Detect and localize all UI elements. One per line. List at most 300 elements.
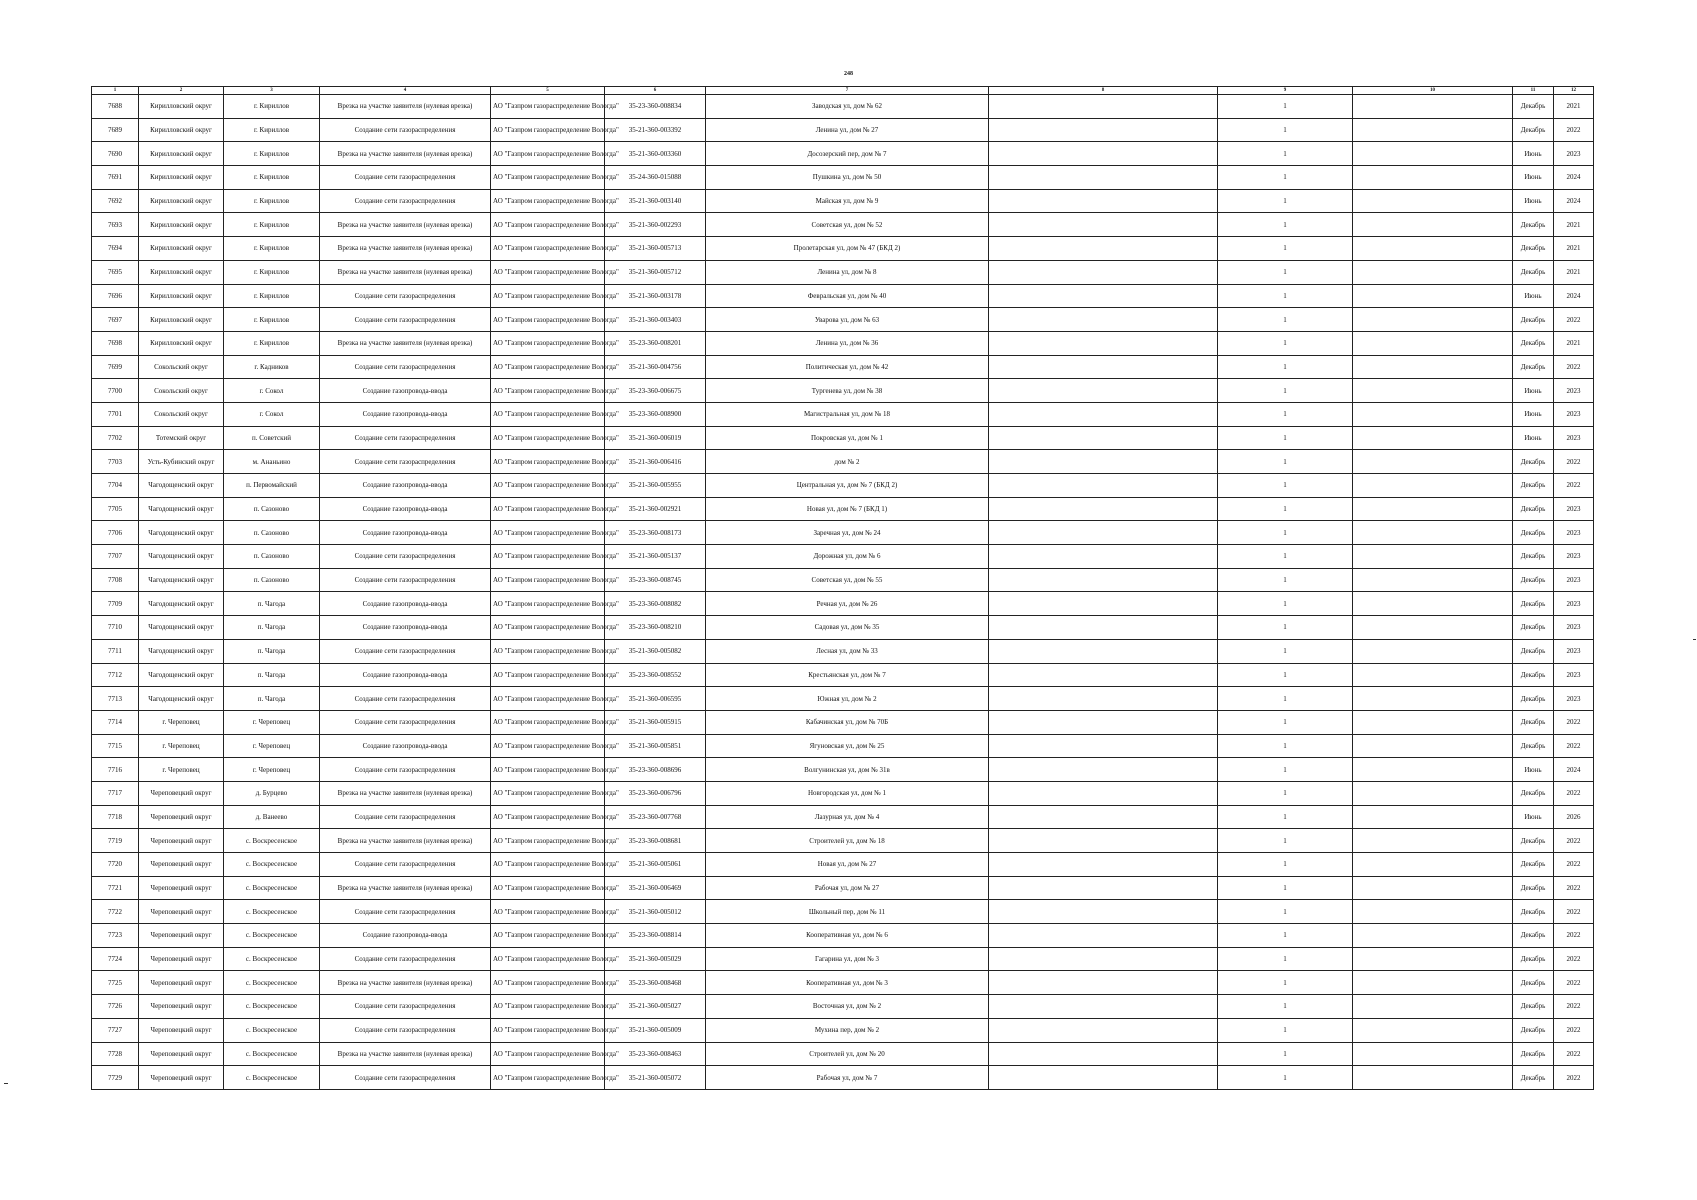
column-8-cell <box>989 260 1218 284</box>
address-cell: Речная ул, дом № 26 <box>706 592 989 616</box>
district-cell: г. Череповец <box>139 734 224 758</box>
column-header: 11 <box>1513 87 1554 95</box>
year-cell: 2024 <box>1554 189 1594 213</box>
district-cell: Череповецкий округ <box>139 1042 224 1066</box>
table-row <box>92 474 1594 498</box>
quantity-cell: 1 <box>1218 616 1353 640</box>
year-cell: 2022 <box>1554 308 1594 332</box>
column-8-cell <box>989 237 1218 261</box>
column-8-cell <box>989 876 1218 900</box>
object-code-cell: 35-21-360-005712 <box>605 260 706 284</box>
column-8-cell <box>989 474 1218 498</box>
object-code-cell: 35-21-360-005955 <box>605 474 706 498</box>
organization-cell: АО "Газпром газораспределение Вологда" <box>491 663 605 687</box>
year-cell: 2022 <box>1554 734 1594 758</box>
organization-cell: АО "Газпром газораспределение Вологда" <box>491 616 605 640</box>
table-row <box>92 663 1594 687</box>
row-number-cell: 7705 <box>92 497 139 521</box>
district-cell: Кирилловский округ <box>139 213 224 237</box>
object-code-cell: 35-23-360-008463 <box>605 1042 706 1066</box>
year-cell: 2022 <box>1554 924 1594 948</box>
column-8-cell <box>989 308 1218 332</box>
organization-cell: АО "Газпром газораспределение Вологда" <box>491 924 605 948</box>
locality-cell: п. Сазоново <box>224 568 320 592</box>
locality-cell: г. Кириллов <box>224 308 320 332</box>
year-cell: 2026 <box>1554 805 1594 829</box>
month-cell: Декабрь <box>1513 829 1554 853</box>
column-header: 6 <box>605 87 706 95</box>
year-cell: 2023 <box>1554 639 1594 663</box>
column-8-cell <box>989 995 1218 1019</box>
month-cell: Декабрь <box>1513 876 1554 900</box>
row-number-cell: 7689 <box>92 118 139 142</box>
address-cell: Ленина ул, дом № 8 <box>706 260 989 284</box>
column-8-cell <box>989 900 1218 924</box>
month-cell: Декабрь <box>1513 947 1554 971</box>
quantity-cell: 1 <box>1218 545 1353 569</box>
month-cell: Декабрь <box>1513 1042 1554 1066</box>
organization-cell: АО "Газпром газораспределение Вологда" <box>491 639 605 663</box>
column-8-cell <box>989 450 1218 474</box>
row-number-cell: 7701 <box>92 402 139 426</box>
work-type-cell: Создание газопровода-ввода <box>320 497 491 521</box>
locality-cell: г. Череповец <box>224 734 320 758</box>
locality-cell: с. Воскресенское <box>224 900 320 924</box>
address-cell: Новая ул, дом № 7 (БКД 1) <box>706 497 989 521</box>
work-type-cell: Создание сети газораспределения <box>320 355 491 379</box>
object-code-cell: 35-23-360-008834 <box>605 95 706 119</box>
quantity-cell: 1 <box>1218 474 1353 498</box>
quantity-cell: 1 <box>1218 426 1353 450</box>
object-code-cell: 35-23-360-008173 <box>605 521 706 545</box>
row-number-cell: 7727 <box>92 1018 139 1042</box>
month-cell: Декабрь <box>1513 95 1554 119</box>
district-cell: г. Череповец <box>139 710 224 734</box>
column-8-cell <box>989 284 1218 308</box>
object-code-cell: 35-21-360-005027 <box>605 995 706 1019</box>
organization-cell: АО "Газпром газораспределение Вологда" <box>491 758 605 782</box>
row-number-cell: 7722 <box>92 900 139 924</box>
table-row <box>92 853 1594 877</box>
district-cell: Сокольский округ <box>139 402 224 426</box>
object-code-cell: 35-23-360-008814 <box>605 924 706 948</box>
address-cell: Волгунинская ул, дом № 31в <box>706 758 989 782</box>
column-8-cell <box>989 497 1218 521</box>
object-code-cell: 35-23-360-008210 <box>605 616 706 640</box>
month-cell: Декабрь <box>1513 734 1554 758</box>
month-cell: Декабрь <box>1513 355 1554 379</box>
column-8-cell <box>989 1018 1218 1042</box>
locality-cell: г. Кадников <box>224 355 320 379</box>
month-cell: Июнь <box>1513 379 1554 403</box>
year-cell: 2022 <box>1554 1042 1594 1066</box>
quantity-cell: 1 <box>1218 497 1353 521</box>
column-10-cell <box>1353 568 1513 592</box>
row-number-cell: 7708 <box>92 568 139 592</box>
address-cell: дом № 2 <box>706 450 989 474</box>
table-row <box>92 758 1594 782</box>
column-10-cell <box>1353 379 1513 403</box>
work-type-cell: Создание сети газораспределения <box>320 189 491 213</box>
month-cell: Декабрь <box>1513 568 1554 592</box>
locality-cell: с. Воскресенское <box>224 995 320 1019</box>
work-type-cell: Создание сети газораспределения <box>320 687 491 711</box>
header-row <box>92 87 1594 95</box>
address-cell: Лесная ул, дом № 33 <box>706 639 989 663</box>
quantity-cell: 1 <box>1218 639 1353 663</box>
column-header: 4 <box>320 87 491 95</box>
work-type-cell: Создание сети газораспределения <box>320 710 491 734</box>
row-number-cell: 7694 <box>92 237 139 261</box>
work-type-cell: Создание газопровода-ввода <box>320 734 491 758</box>
locality-cell: г. Кириллов <box>224 166 320 190</box>
object-code-cell: 35-23-360-008745 <box>605 568 706 592</box>
month-cell: Декабрь <box>1513 497 1554 521</box>
row-number-cell: 7712 <box>92 663 139 687</box>
month-cell: Декабрь <box>1513 1018 1554 1042</box>
locality-cell: с. Воскресенское <box>224 971 320 995</box>
month-cell: Декабрь <box>1513 971 1554 995</box>
locality-cell: п. Чагода <box>224 687 320 711</box>
table-row <box>92 95 1594 119</box>
locality-cell: с. Воскресенское <box>224 1018 320 1042</box>
column-8-cell <box>989 687 1218 711</box>
column-10-cell <box>1353 497 1513 521</box>
work-type-cell: Врезка на участке заявителя (нулевая врезка) <box>320 213 491 237</box>
object-code-cell: 35-21-360-005915 <box>605 710 706 734</box>
quantity-cell: 1 <box>1218 829 1353 853</box>
object-code-cell: 35-24-360-015088 <box>605 166 706 190</box>
object-code-cell: 35-23-360-008552 <box>605 663 706 687</box>
year-cell: 2023 <box>1554 142 1594 166</box>
column-10-cell <box>1353 260 1513 284</box>
district-cell: Кирилловский округ <box>139 331 224 355</box>
year-cell: 2023 <box>1554 687 1594 711</box>
organization-cell: АО "Газпром газораспределение Вологда" <box>491 853 605 877</box>
year-cell: 2022 <box>1554 876 1594 900</box>
year-cell: 2022 <box>1554 900 1594 924</box>
column-10-cell <box>1353 687 1513 711</box>
district-cell: Кирилловский округ <box>139 118 224 142</box>
column-10-cell <box>1353 1066 1513 1090</box>
row-number-cell: 7703 <box>92 450 139 474</box>
month-cell: Декабрь <box>1513 308 1554 332</box>
year-cell: 2022 <box>1554 781 1594 805</box>
column-10-cell <box>1353 284 1513 308</box>
year-cell: 2022 <box>1554 995 1594 1019</box>
organization-cell: АО "Газпром газораспределение Вологда" <box>491 592 605 616</box>
month-cell: Декабрь <box>1513 924 1554 948</box>
year-cell: 2021 <box>1554 95 1594 119</box>
table-row <box>92 331 1594 355</box>
address-cell: Заводская ул, дом № 62 <box>706 95 989 119</box>
address-cell: Ленина ул, дом № 27 <box>706 118 989 142</box>
work-type-cell: Врезка на участке заявителя (нулевая врезка) <box>320 95 491 119</box>
month-cell: Декабрь <box>1513 118 1554 142</box>
district-cell: Чагодощенский округ <box>139 545 224 569</box>
month-cell: Декабрь <box>1513 639 1554 663</box>
district-cell: Череповецкий округ <box>139 947 224 971</box>
row-number-cell: 7711 <box>92 639 139 663</box>
locality-cell: с. Воскресенское <box>224 853 320 877</box>
object-code-cell: 35-21-360-006019 <box>605 426 706 450</box>
locality-cell: с. Воскресенское <box>224 876 320 900</box>
year-cell: 2022 <box>1554 853 1594 877</box>
column-8-cell <box>989 710 1218 734</box>
month-cell: Декабрь <box>1513 237 1554 261</box>
year-cell: 2023 <box>1554 592 1594 616</box>
quantity-cell: 1 <box>1218 189 1353 213</box>
quantity-cell: 1 <box>1218 142 1353 166</box>
column-10-cell <box>1353 829 1513 853</box>
row-number-cell: 7729 <box>92 1066 139 1090</box>
month-cell: Декабрь <box>1513 331 1554 355</box>
address-cell: Февральская ул, дом № 40 <box>706 284 989 308</box>
table-row <box>92 592 1594 616</box>
work-type-cell: Создание сети газораспределения <box>320 805 491 829</box>
locality-cell: г. Кириллов <box>224 118 320 142</box>
row-number-cell: 7720 <box>92 853 139 877</box>
row-number-cell: 7691 <box>92 166 139 190</box>
locality-cell: г. Сокол <box>224 379 320 403</box>
locality-cell: с. Воскресенское <box>224 947 320 971</box>
quantity-cell: 1 <box>1218 710 1353 734</box>
column-10-cell <box>1353 734 1513 758</box>
district-cell: Кирилловский округ <box>139 189 224 213</box>
address-cell: Советская ул, дом № 52 <box>706 213 989 237</box>
address-cell: Советская ул, дом № 55 <box>706 568 989 592</box>
column-8-cell <box>989 781 1218 805</box>
locality-cell: г. Сокол <box>224 402 320 426</box>
table-row <box>92 1042 1594 1066</box>
locality-cell: п. Сазоново <box>224 545 320 569</box>
row-number-cell: 7721 <box>92 876 139 900</box>
column-10-cell <box>1353 213 1513 237</box>
locality-cell: г. Кириллов <box>224 260 320 284</box>
column-10-cell <box>1353 616 1513 640</box>
column-8-cell <box>989 545 1218 569</box>
row-number-cell: 7709 <box>92 592 139 616</box>
table-row <box>92 426 1594 450</box>
object-code-cell: 35-21-360-006469 <box>605 876 706 900</box>
work-type-cell: Врезка на участке заявителя (нулевая врезка) <box>320 260 491 284</box>
month-cell: Декабрь <box>1513 521 1554 545</box>
work-type-cell: Создание сети газораспределения <box>320 1066 491 1090</box>
object-code-cell: 35-21-360-005713 <box>605 237 706 261</box>
row-number-cell: 7706 <box>92 521 139 545</box>
month-cell: Декабрь <box>1513 545 1554 569</box>
column-10-cell <box>1353 355 1513 379</box>
year-cell: 2021 <box>1554 237 1594 261</box>
quantity-cell: 1 <box>1218 237 1353 261</box>
quantity-cell: 1 <box>1218 900 1353 924</box>
locality-cell: п. Сазоново <box>224 497 320 521</box>
table-row <box>92 1066 1594 1090</box>
year-cell: 2023 <box>1554 521 1594 545</box>
row-number-cell: 7688 <box>92 95 139 119</box>
month-cell: Июнь <box>1513 166 1554 190</box>
work-type-cell: Врезка на участке заявителя (нулевая врезка) <box>320 971 491 995</box>
work-type-cell: Создание сети газораспределения <box>320 568 491 592</box>
district-cell: Череповецкий округ <box>139 1018 224 1042</box>
object-code-cell: 35-21-360-005851 <box>605 734 706 758</box>
work-type-cell: Создание сети газораспределения <box>320 900 491 924</box>
year-cell: 2022 <box>1554 971 1594 995</box>
year-cell: 2023 <box>1554 379 1594 403</box>
organization-cell: АО "Газпром газораспределение Вологда" <box>491 118 605 142</box>
month-cell: Июнь <box>1513 758 1554 782</box>
quantity-cell: 1 <box>1218 687 1353 711</box>
organization-cell: АО "Газпром газораспределение Вологда" <box>491 331 605 355</box>
column-10-cell <box>1353 853 1513 877</box>
month-cell: Июнь <box>1513 142 1554 166</box>
address-cell: Крестьянская ул, дом № 7 <box>706 663 989 687</box>
district-cell: Чагодощенский округ <box>139 568 224 592</box>
month-cell: Июнь <box>1513 189 1554 213</box>
table-body <box>92 95 1594 1090</box>
object-code-cell: 35-21-360-003392 <box>605 118 706 142</box>
column-8-cell <box>989 616 1218 640</box>
organization-cell: АО "Газпром газораспределение Вологда" <box>491 876 605 900</box>
object-code-cell: 35-21-360-004756 <box>605 355 706 379</box>
row-number-cell: 7698 <box>92 331 139 355</box>
work-type-cell: Создание сети газораспределения <box>320 118 491 142</box>
table-row <box>92 118 1594 142</box>
table-row <box>92 829 1594 853</box>
district-cell: Кирилловский округ <box>139 237 224 261</box>
quantity-cell: 1 <box>1218 213 1353 237</box>
work-type-cell: Создание газопровода-ввода <box>320 402 491 426</box>
table-row <box>92 1018 1594 1042</box>
work-type-cell: Врезка на участке заявителя (нулевая врезка) <box>320 331 491 355</box>
column-8-cell <box>989 971 1218 995</box>
organization-cell: АО "Газпром газораспределение Вологда" <box>491 426 605 450</box>
quantity-cell: 1 <box>1218 592 1353 616</box>
district-cell: Чагодощенский округ <box>139 521 224 545</box>
organization-cell: АО "Газпром газораспределение Вологда" <box>491 900 605 924</box>
row-number-cell: 7728 <box>92 1042 139 1066</box>
organization-cell: АО "Газпром газораспределение Вологда" <box>491 284 605 308</box>
locality-cell: п. Советский <box>224 426 320 450</box>
table-row <box>92 924 1594 948</box>
work-type-cell: Создание газопровода-ввода <box>320 616 491 640</box>
month-cell: Декабрь <box>1513 995 1554 1019</box>
row-number-cell: 7717 <box>92 781 139 805</box>
district-cell: Череповецкий округ <box>139 781 224 805</box>
quantity-cell: 1 <box>1218 876 1353 900</box>
work-type-cell: Создание газопровода-ввода <box>320 379 491 403</box>
organization-cell: АО "Газпром газораспределение Вологда" <box>491 710 605 734</box>
row-number-cell: 7697 <box>92 308 139 332</box>
column-8-cell <box>989 189 1218 213</box>
organization-cell: АО "Газпром газораспределение Вологда" <box>491 260 605 284</box>
quantity-cell: 1 <box>1218 355 1353 379</box>
month-cell: Декабрь <box>1513 663 1554 687</box>
month-cell: Июнь <box>1513 426 1554 450</box>
year-cell: 2022 <box>1554 355 1594 379</box>
object-code-cell: 35-21-360-005072 <box>605 1066 706 1090</box>
quantity-cell: 1 <box>1218 521 1353 545</box>
year-cell: 2022 <box>1554 474 1594 498</box>
month-cell: Декабрь <box>1513 474 1554 498</box>
year-cell: 2024 <box>1554 758 1594 782</box>
address-cell: Тургенева ул, дом № 38 <box>706 379 989 403</box>
work-type-cell: Создание газопровода-ввода <box>320 521 491 545</box>
year-cell: 2022 <box>1554 829 1594 853</box>
year-cell: 2024 <box>1554 284 1594 308</box>
year-cell: 2024 <box>1554 166 1594 190</box>
quantity-cell: 1 <box>1218 663 1353 687</box>
month-cell: Декабрь <box>1513 450 1554 474</box>
column-10-cell <box>1353 995 1513 1019</box>
district-cell: Кирилловский округ <box>139 166 224 190</box>
year-cell: 2022 <box>1554 947 1594 971</box>
address-cell: Восточная ул, дом № 2 <box>706 995 989 1019</box>
address-cell: Школьный пер, дом № 11 <box>706 900 989 924</box>
district-cell: Чагодощенский округ <box>139 474 224 498</box>
column-8-cell <box>989 166 1218 190</box>
work-type-cell: Врезка на участке заявителя (нулевая врезка) <box>320 1042 491 1066</box>
locality-cell: г. Кириллов <box>224 331 320 355</box>
table-row <box>92 616 1594 640</box>
edge-mark-right <box>1693 639 1696 640</box>
table-row <box>92 166 1594 190</box>
district-cell: Череповецкий округ <box>139 900 224 924</box>
organization-cell: АО "Газпром газораспределение Вологда" <box>491 402 605 426</box>
column-8-cell <box>989 853 1218 877</box>
column-8-cell <box>989 426 1218 450</box>
work-type-cell: Создание сети газораспределения <box>320 639 491 663</box>
organization-cell: АО "Газпром газораспределение Вологда" <box>491 237 605 261</box>
quantity-cell: 1 <box>1218 568 1353 592</box>
quantity-cell: 1 <box>1218 971 1353 995</box>
column-header: 5 <box>491 87 605 95</box>
column-header: 12 <box>1554 87 1594 95</box>
work-type-cell: Создание сети газораспределения <box>320 426 491 450</box>
quantity-cell: 1 <box>1218 1018 1353 1042</box>
locality-cell: д. Бурцево <box>224 781 320 805</box>
column-10-cell <box>1353 308 1513 332</box>
table-row <box>92 284 1594 308</box>
district-cell: Кирилловский округ <box>139 284 224 308</box>
table-row <box>92 260 1594 284</box>
table-row <box>92 900 1594 924</box>
address-cell: Пролетарская ул, дом № 47 (БКД 2) <box>706 237 989 261</box>
address-cell: Новая ул, дом № 27 <box>706 853 989 877</box>
address-cell: Гагарина ул, дом № 3 <box>706 947 989 971</box>
district-cell: Сокольский округ <box>139 379 224 403</box>
object-code-cell: 35-21-360-005137 <box>605 545 706 569</box>
object-code-cell: 35-23-360-008082 <box>605 592 706 616</box>
quantity-cell: 1 <box>1218 308 1353 332</box>
work-type-cell: Врезка на участке заявителя (нулевая врезка) <box>320 142 491 166</box>
month-cell: Декабрь <box>1513 781 1554 805</box>
district-cell: Кирилловский округ <box>139 142 224 166</box>
column-10-cell <box>1353 402 1513 426</box>
address-cell: Дорожная ул, дом № 6 <box>706 545 989 569</box>
organization-cell: АО "Газпром газораспределение Вологда" <box>491 781 605 805</box>
gasification-table <box>91 86 1594 1090</box>
column-header: 8 <box>989 87 1218 95</box>
organization-cell: АО "Газпром газораспределение Вологда" <box>491 687 605 711</box>
column-8-cell <box>989 331 1218 355</box>
object-code-cell: 35-21-360-005009 <box>605 1018 706 1042</box>
year-cell: 2022 <box>1554 710 1594 734</box>
quantity-cell: 1 <box>1218 1066 1353 1090</box>
column-header: 1 <box>92 87 139 95</box>
object-code-cell: 35-21-360-005061 <box>605 853 706 877</box>
column-10-cell <box>1353 166 1513 190</box>
